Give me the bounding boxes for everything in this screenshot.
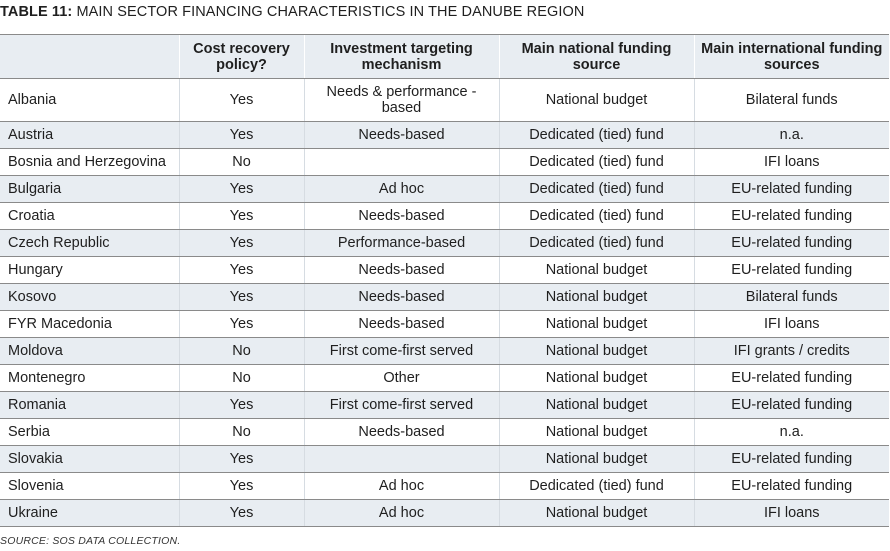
cell-investment-targeting: Ad hoc: [304, 176, 499, 203]
cell-investment-targeting: First come-first served: [304, 338, 499, 365]
cell-cost-recovery: Yes: [179, 122, 304, 149]
cell-international-funding: EU-related funding: [694, 392, 889, 419]
table-row: [0, 446, 889, 473]
cell-cost-recovery: Yes: [179, 392, 304, 419]
cell-investment-targeting: Performance-based: [304, 230, 499, 257]
table-row: [0, 257, 889, 284]
cell-national-funding: National budget: [499, 419, 694, 446]
cell-cost-recovery: No: [179, 365, 304, 392]
cell-national-funding: National budget: [499, 311, 694, 338]
cell-cost-recovery: Yes: [179, 257, 304, 284]
header-cost-recovery: Cost recovery policy?: [179, 35, 304, 79]
table-row: [0, 419, 889, 446]
cell-investment-targeting: Ad hoc: [304, 473, 499, 500]
cell-country: Hungary: [0, 257, 179, 284]
cell-country: Czech Republic: [0, 230, 179, 257]
cell-cost-recovery: Yes: [179, 230, 304, 257]
cell-national-funding: Dedicated (tied) fund: [499, 176, 694, 203]
cell-international-funding: EU-related funding: [694, 365, 889, 392]
cell-cost-recovery: Yes: [179, 446, 304, 473]
cell-investment-targeting: Needs-based: [304, 203, 499, 230]
cell-cost-recovery: Yes: [179, 473, 304, 500]
cell-international-funding: EU-related funding: [694, 203, 889, 230]
cell-international-funding: IFI grants / credits: [694, 338, 889, 365]
cell-country: Ukraine: [0, 500, 179, 527]
cell-investment-targeting: [304, 149, 499, 176]
cell-cost-recovery: No: [179, 338, 304, 365]
cell-country: Bulgaria: [0, 176, 179, 203]
cell-cost-recovery: Yes: [179, 203, 304, 230]
cell-international-funding: EU-related funding: [694, 446, 889, 473]
cell-country: Kosovo: [0, 284, 179, 311]
table-row: [0, 176, 889, 203]
source-note: SOURCE: SOS DATA COLLECTION.: [0, 535, 181, 547]
cell-investment-targeting: Needs-based: [304, 284, 499, 311]
cell-national-funding: National budget: [499, 392, 694, 419]
cell-investment-targeting: Needs-based: [304, 311, 499, 338]
cell-country: Bosnia and Herzegovina: [0, 149, 179, 176]
cell-national-funding: National budget: [499, 257, 694, 284]
financing-table: [0, 34, 889, 527]
cell-international-funding: EU-related funding: [694, 176, 889, 203]
table-number: TABLE 11:: [0, 4, 73, 20]
cell-cost-recovery: Yes: [179, 311, 304, 338]
cell-country: Moldova: [0, 338, 179, 365]
cell-country: Albania: [0, 79, 179, 122]
header-national-funding: Main national funding source: [499, 35, 694, 79]
header-international-funding: Main international funding sources: [694, 35, 889, 79]
header-country: [0, 35, 179, 79]
cell-country: Serbia: [0, 419, 179, 446]
cell-investment-targeting: Needs-based: [304, 419, 499, 446]
cell-cost-recovery: Yes: [179, 500, 304, 527]
table-body: [0, 79, 889, 527]
table-row: [0, 473, 889, 500]
cell-investment-targeting: Needs-based: [304, 122, 499, 149]
table-row: [0, 500, 889, 527]
cell-international-funding: IFI loans: [694, 500, 889, 527]
table-row: [0, 338, 889, 365]
cell-investment-targeting: First come-first served: [304, 392, 499, 419]
table-row: [0, 365, 889, 392]
cell-international-funding: IFI loans: [694, 149, 889, 176]
cell-national-funding: National budget: [499, 446, 694, 473]
cell-cost-recovery: Yes: [179, 284, 304, 311]
table-row: [0, 392, 889, 419]
cell-international-funding: n.a.: [694, 122, 889, 149]
cell-investment-targeting: Needs & performance -based: [304, 79, 499, 122]
cell-investment-targeting: Ad hoc: [304, 500, 499, 527]
cell-country: Slovakia: [0, 446, 179, 473]
table-row: [0, 284, 889, 311]
cell-national-funding: National budget: [499, 79, 694, 122]
cell-national-funding: Dedicated (tied) fund: [499, 203, 694, 230]
header-investment-targeting: Investment targeting mechanism: [304, 35, 499, 79]
table-title: [0, 2, 584, 22]
cell-national-funding: Dedicated (tied) fund: [499, 149, 694, 176]
cell-cost-recovery: No: [179, 149, 304, 176]
cell-national-funding: Dedicated (tied) fund: [499, 122, 694, 149]
cell-cost-recovery: Yes: [179, 79, 304, 122]
cell-international-funding: EU-related funding: [694, 473, 889, 500]
cell-international-funding: Bilateral funds: [694, 284, 889, 311]
table-row: [0, 79, 889, 122]
cell-international-funding: EU-related funding: [694, 257, 889, 284]
cell-national-funding: National budget: [499, 500, 694, 527]
table-header: [0, 35, 889, 79]
table-row: [0, 122, 889, 149]
cell-investment-targeting: [304, 446, 499, 473]
cell-international-funding: IFI loans: [694, 311, 889, 338]
cell-national-funding: National budget: [499, 284, 694, 311]
cell-national-funding: Dedicated (tied) fund: [499, 230, 694, 257]
cell-country: Austria: [0, 122, 179, 149]
cell-cost-recovery: Yes: [179, 176, 304, 203]
cell-national-funding: Dedicated (tied) fund: [499, 473, 694, 500]
cell-national-funding: National budget: [499, 338, 694, 365]
table-row: [0, 311, 889, 338]
cell-country: Slovenia: [0, 473, 179, 500]
cell-investment-targeting: Needs-based: [304, 257, 499, 284]
header-row: [0, 35, 889, 79]
cell-international-funding: Bilateral funds: [694, 79, 889, 122]
cell-cost-recovery: No: [179, 419, 304, 446]
table-row: [0, 230, 889, 257]
cell-country: Romania: [0, 392, 179, 419]
cell-international-funding: n.a.: [694, 419, 889, 446]
cell-country: Montenegro: [0, 365, 179, 392]
table-row: [0, 203, 889, 230]
table-row: [0, 149, 889, 176]
table-title-text: MAIN SECTOR FINANCING CHARACTERISTICS IN THE DANUBE REGION: [72, 4, 585, 20]
cell-international-funding: EU-related funding: [694, 230, 889, 257]
cell-investment-targeting: Other: [304, 365, 499, 392]
cell-country: FYR Macedonia: [0, 311, 179, 338]
cell-country: Croatia: [0, 203, 179, 230]
cell-national-funding: National budget: [499, 365, 694, 392]
